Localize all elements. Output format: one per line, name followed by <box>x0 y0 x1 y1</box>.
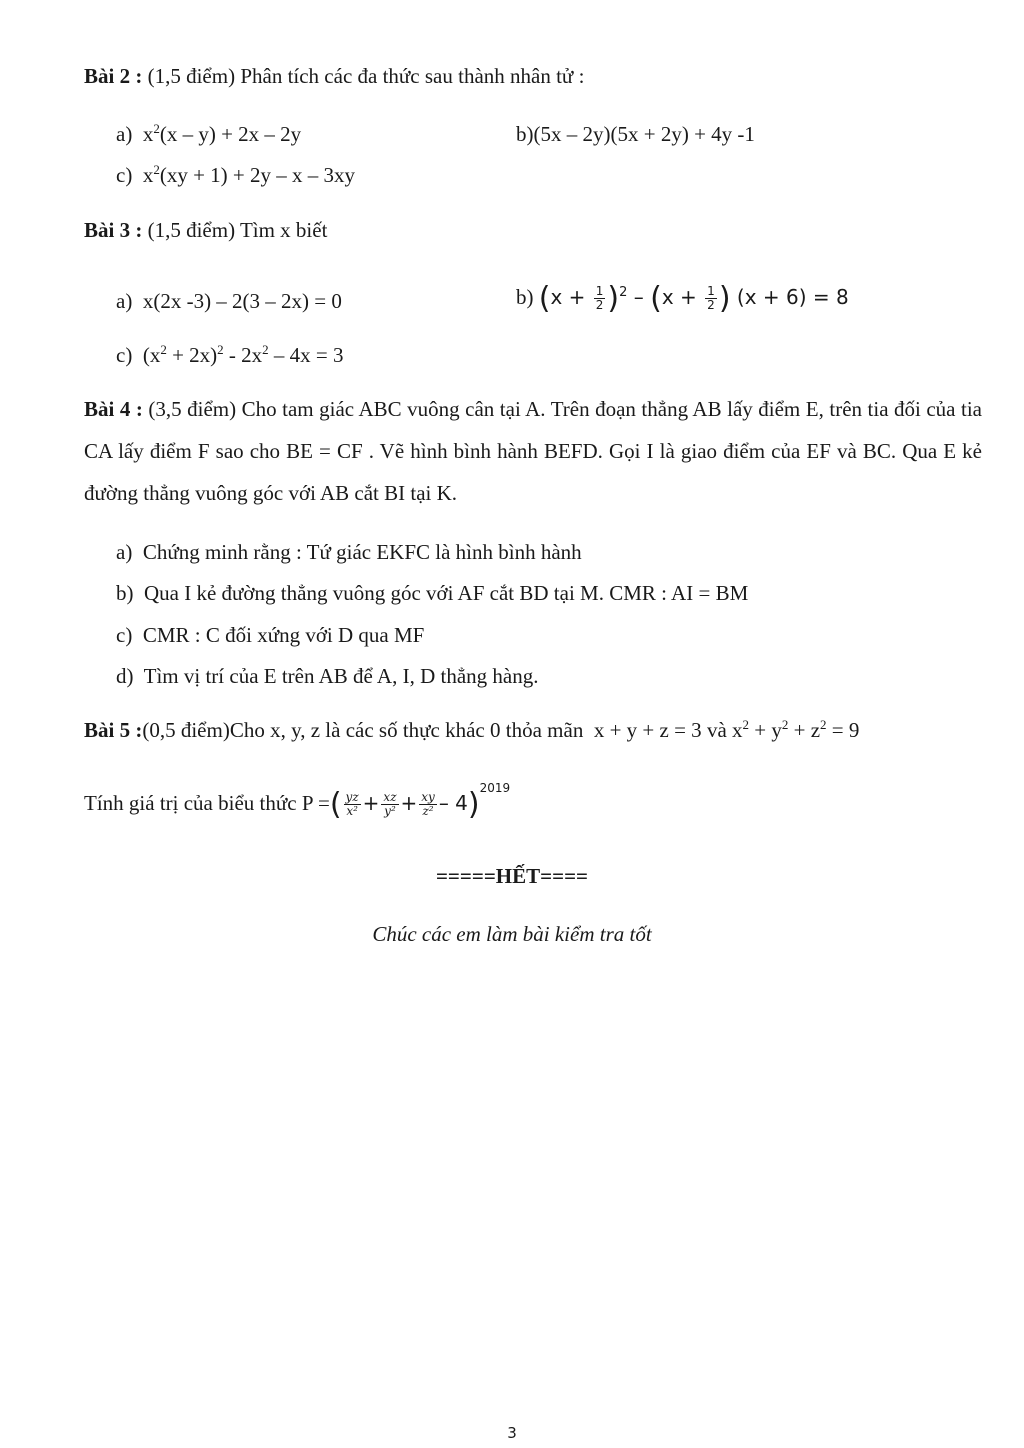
bai5-cond2: $x^2 + y^2 + z^2 = 9$ <box>732 717 860 742</box>
bai5-label: Bài 5 : <box>84 718 143 742</box>
bai5-expr-intro: Tính giá trị của biểu thức <box>84 791 297 815</box>
bai4-label: Bài 4 : <box>84 397 143 421</box>
bai3-label: Bài 3 : <box>84 218 143 242</box>
closing-message: Chúc các em làm bài kiểm tra tốt <box>372 922 652 946</box>
bai2-a-expr: $x^2(x - y) + 2x - 2y$ <box>142 121 302 146</box>
bai5-cond1: x + y + z = 3 <box>593 718 702 742</box>
bai3-item-b: b) (x + $\frac{1}{2}$ )$^2$ – (x + $\frac{1}{2}$ ) (x + 6) = 8 <box>516 281 849 316</box>
bai3-c-expr: $(x^2 + 2x)^2 - 2x^2 - 4x = 3$ <box>142 342 344 367</box>
bai2-b-expr: (5x – 2y)(5x + 2y) + 4y -1 <box>533 122 755 146</box>
bai4-item-d: d) Tìm vị trí của E trên AB để A, I, D thẳng hàng. <box>116 664 539 688</box>
bai3-header: (1,5 điểm) Tìm x biết <box>147 218 328 242</box>
bai2-label: Bài 2 : <box>84 64 143 88</box>
bai5-p-formula: P =( $\frac{yz}{\text{x²}}$ + $\frac{xz}{\text{y²}}$ + $\frac{xy}{\text{z²}}$ – 4)$^{2019}$ <box>301 781 511 822</box>
bai3-heading <box>84 216 327 244</box>
bai4-item-a: a) Chứng minh rằng : Tứ giác EKFC là hình bình hành <box>116 540 582 564</box>
bai2-item-a: a) $x^2(x - y) + 2x - 2y$ <box>116 121 302 146</box>
bai3-item-c: c) $(x^2 + 2x)^2 - 2x^2 - 4x = 3$ <box>116 342 344 367</box>
bai5-expression <box>84 781 511 822</box>
bai3-a-expr: x(2x -3) – 2(3 – 2x) = 0 <box>142 289 342 313</box>
bai4-header: (3,5 điểm) Cho tam giác ABC vuông cân tại A. Trên đoạn thẳng AB lấy điểm E, trên tia đối của tia CA lấy điểm F sao cho BE = CF . Vẽ hình bình hành BEFD. Gọi I là giao điểm của EF và BC. Qua E kẻ đường thẳng vuông góc với AB cắt BI tại K. <box>84 397 983 505</box>
bai4-item-c: c) CMR : C đối xứng với D qua MF <box>116 623 425 647</box>
bai2-header: (1,5 điểm) Phân tích các đa thức sau thành nhân tử : <box>147 64 585 88</box>
bai4-item-b: b) Qua I kẻ đường thẳng vuông góc với AF cắt BD tại M. CMR : AI = BM <box>116 581 749 605</box>
page-number: 3 <box>507 1424 517 1442</box>
bai5-header: (0,5 điểm)Cho x, y, z là các số thực khác 0 thỏa mãn <box>142 718 584 742</box>
bai2-item-b: b)(5x – 2y)(5x + 2y) + 4y -1 <box>516 122 755 146</box>
bai5-heading: Bài 5 :(0,5 điểm)Cho x, y, z là các số thực khác 0 thỏa mãn x + y + z = 3 và $x^2 + y^2 + z^2 = 9$ <box>84 717 860 742</box>
bai4-paragraph <box>84 388 982 514</box>
bai2-heading <box>84 62 584 90</box>
end-marker: =====HẾT==== <box>435 864 589 888</box>
bai2-c-expr: $x^2(xy + 1) + 2y - x - 3xy$ <box>142 162 356 187</box>
bai3-b-expr: (x + $\frac{1}{2}$ )$^2$ – (x + $\frac{1}{2}$ ) (x + 6) = 8 <box>538 281 849 316</box>
bai3-item-a: a) x(2x -3) – 2(3 – 2x) = 0 <box>116 289 342 313</box>
bai2-item-c: c) $x^2(xy + 1) + 2y - x - 3xy$ <box>116 162 356 187</box>
